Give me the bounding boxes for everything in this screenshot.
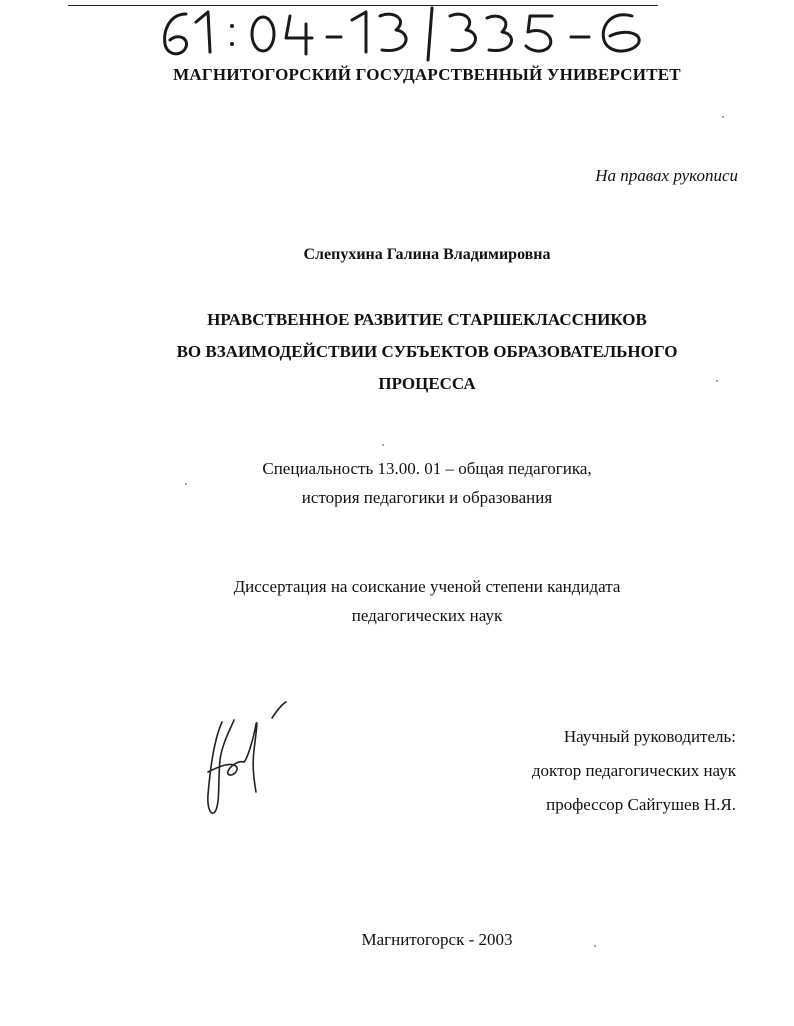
scan-speck xyxy=(594,945,596,947)
specialty-block xyxy=(30,454,794,512)
degree-line: педагогических наук xyxy=(351,606,503,625)
title-line: НРАВСТВЕННОЕ РАЗВИТИЕ СТАРШЕКЛАССНИКОВ xyxy=(207,310,647,329)
title-line: ВО ВЗАИМОДЕЙСТВИИ СУБЪЕКТОВ ОБРАЗОВАТЕЛЬНОГО xyxy=(176,342,678,361)
specialty-line: Специальность 13.00. 01 – общая педагогика, xyxy=(262,459,592,478)
degree-block xyxy=(30,572,794,630)
supervisor-line: доктор педагогических наук xyxy=(531,761,736,780)
rights-note: На правах рукописи xyxy=(595,166,738,185)
dissertation-title xyxy=(30,304,794,400)
handwritten-signature xyxy=(200,700,300,820)
scan-speck xyxy=(185,483,187,485)
scan-speck xyxy=(382,444,384,446)
supervisor-line: профессор Сайгушев Н.Я. xyxy=(546,795,736,814)
supervisor-line: Научный руководитель: xyxy=(563,727,736,746)
handwritten-library-code xyxy=(0,0,794,70)
scan-speck xyxy=(722,116,724,118)
specialty-line: история педагогики и образования xyxy=(301,488,553,507)
supervisor-block xyxy=(532,720,736,822)
degree-line: Диссертация на соискание ученой степени кандидата xyxy=(233,577,621,596)
scan-speck xyxy=(716,380,718,382)
title-line: ПРОЦЕССА xyxy=(378,374,476,393)
city-year: Магнитогорск - 2003 xyxy=(361,930,513,949)
university-name: МАГНИТОГОРСКИЙ ГОСУДАРСТВЕННЫЙ УНИВЕРСИТЕТ xyxy=(173,65,681,84)
author-name: Слепухина Галина Владимировна xyxy=(303,246,551,263)
